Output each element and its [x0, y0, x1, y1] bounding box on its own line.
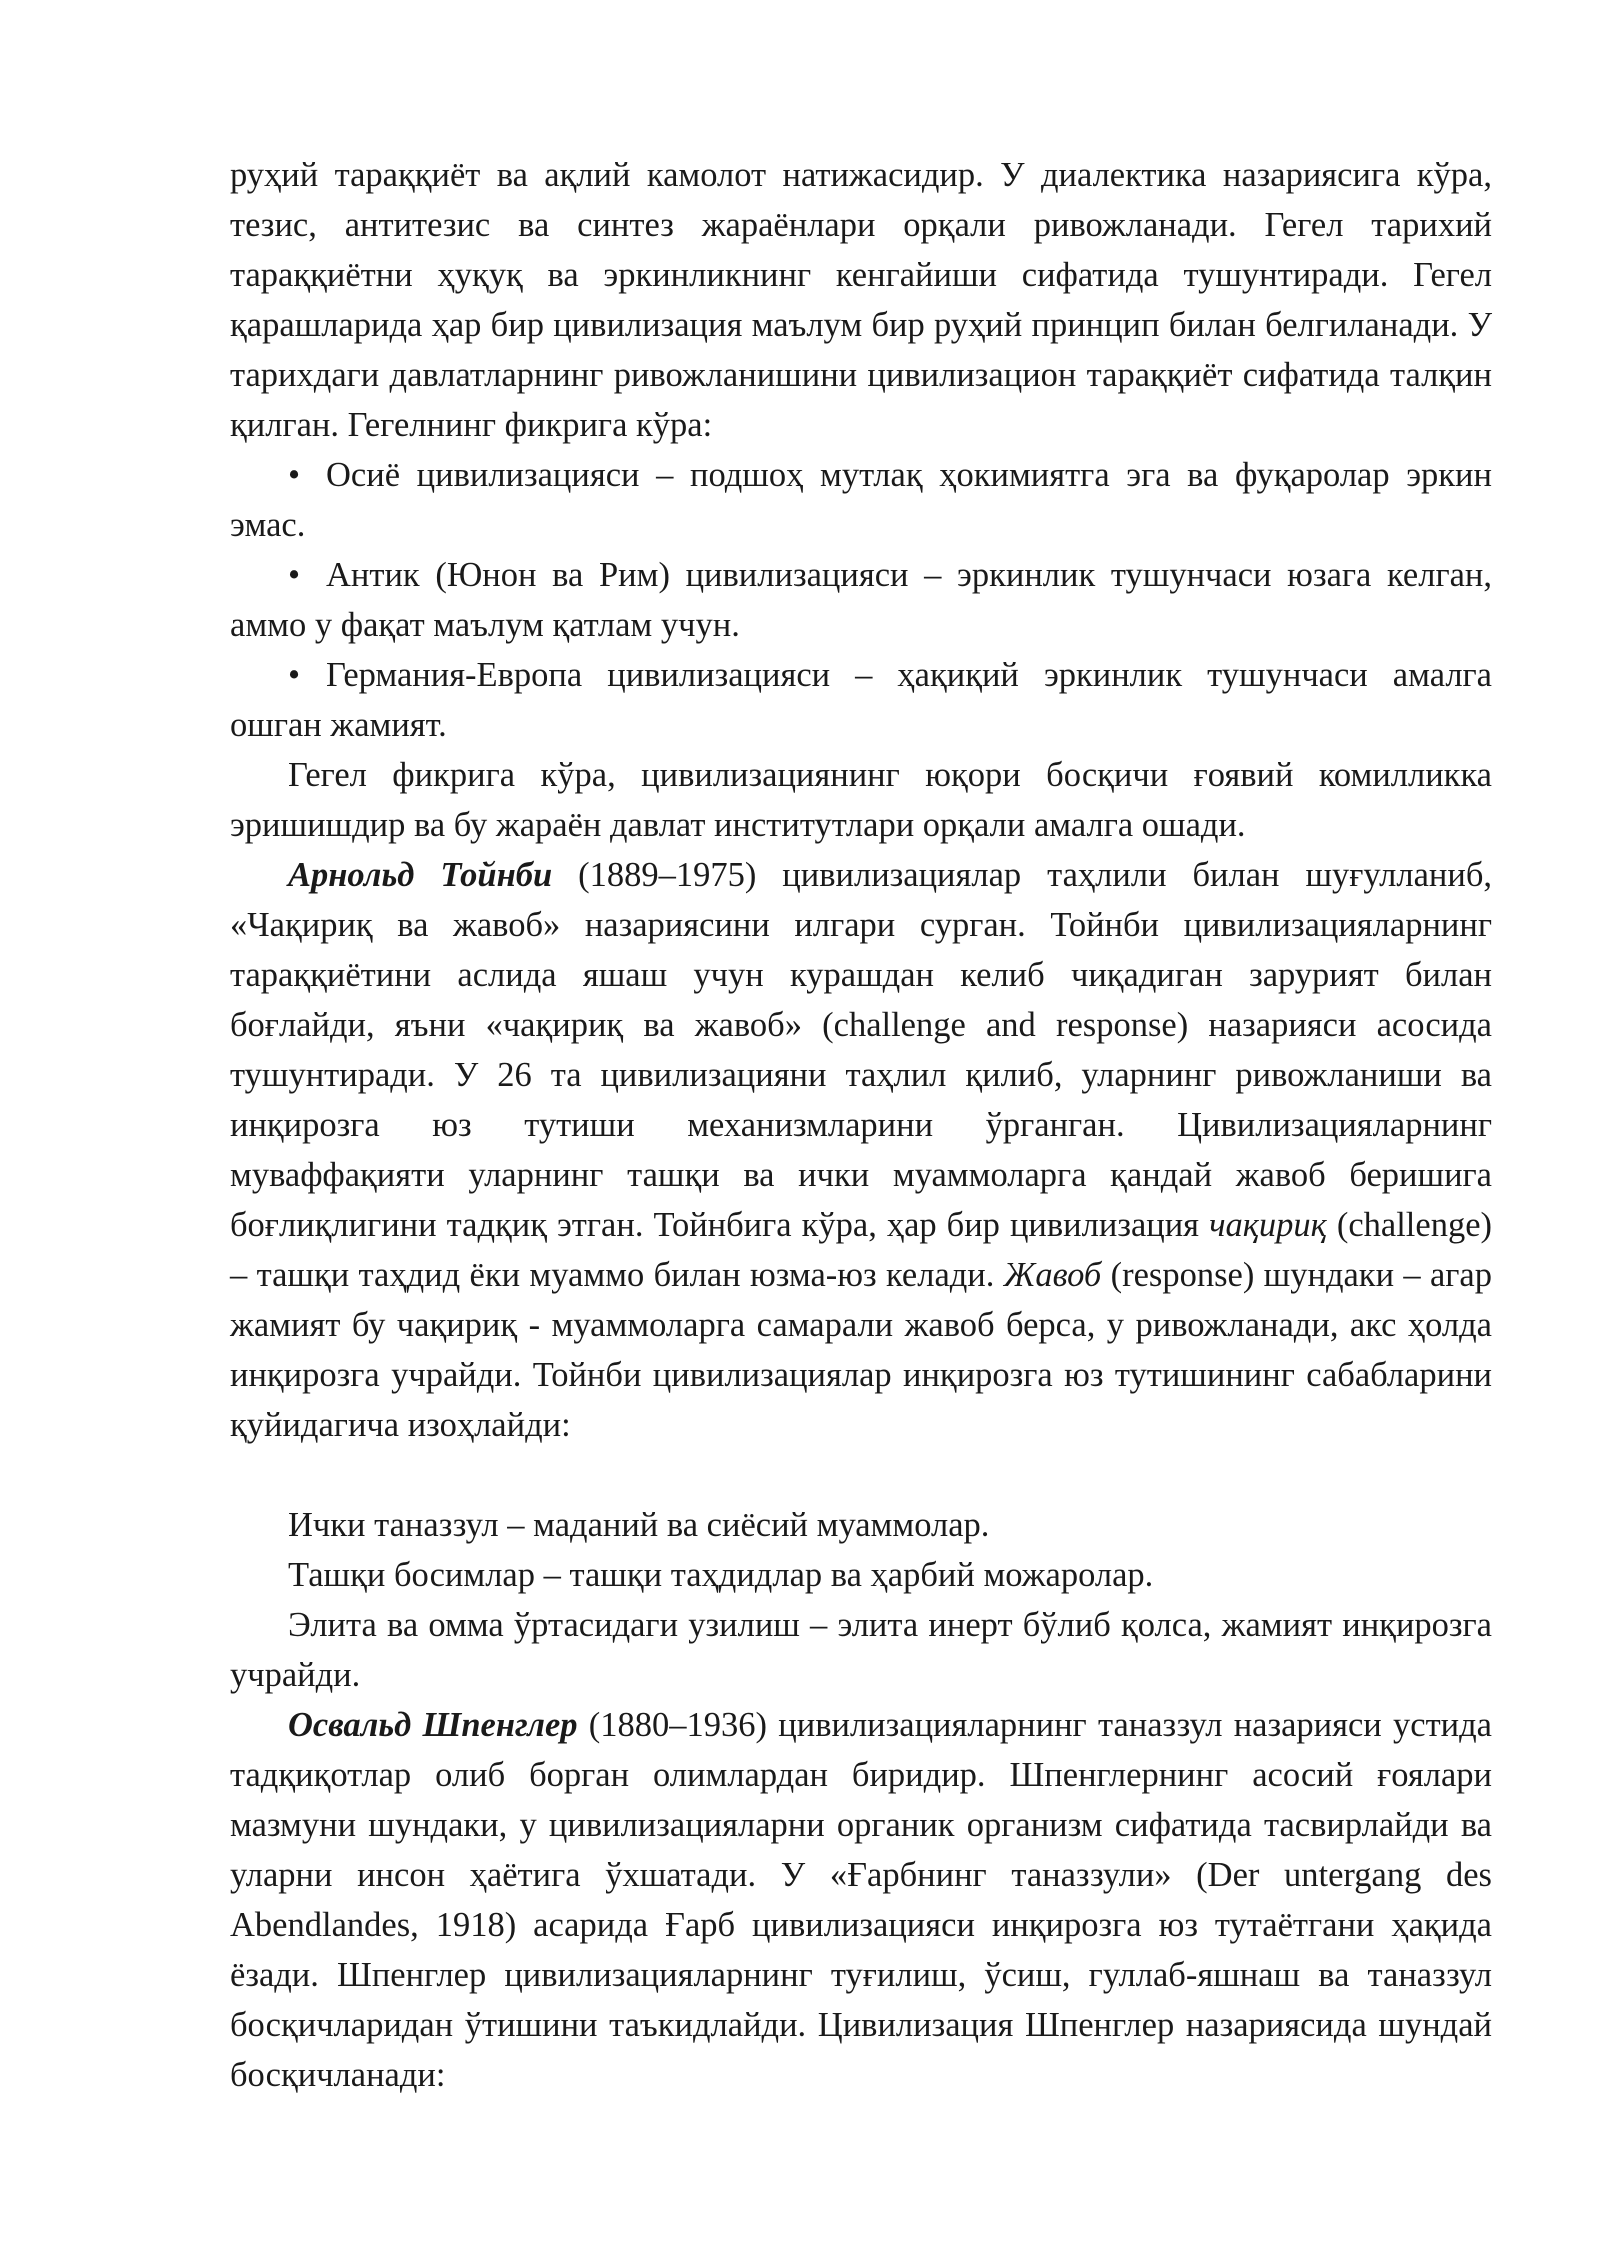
bullet-text: Осиё цивилизацияси – подшоҳ мутлақ ҳокимиятга эга ва фуқаролар эркин эмас.: [230, 456, 1492, 544]
bullet-icon: •: [288, 656, 301, 694]
bullet-text: Антик (Юнон ва Рим) цивилизацияси – эркинлик тушунчаси юзага келган, аммо у фақат маълум қатлам учун.: [230, 556, 1492, 644]
paragraph-toynbee: [230, 850, 1492, 1450]
paragraph-hegel-conclusion: Гегел фикрига кўра, цивилизациянинг юқори босқичи ғоявий комилликка эришишдир ва бу жараён давлат институтлари орқали амалга ошади.: [230, 756, 1492, 844]
toynbee-text-3: (response) шундаки – агар жамият бу чақириқ - муаммоларга самарали жавоб берса, у ривожланади, акс ҳолда инқирозга учрайди. Тойнби цивилизациялар инқирозга юз тутишининг сабабларини қуйидагича изоҳлайди:: [230, 1256, 1493, 1444]
blank-line: [230, 1450, 1492, 1500]
paragraph-spengler: [230, 1700, 1492, 2100]
spengler-text: (1880–1936) цивилизацияларнинг таназзул назарияси устида тадқиқотлар олиб борган олимлардан биридир. Шпенглернинг асосий ғоялари мазмуни шундаки, у цивилизацияларни органик организм сифатида тасвирлайди ва уларни инсон ҳаётига ўхшатади. У «Ғарбнинг таназзули» (Der untergang des Abendlandes, 1918) асарида Ғарб цивилизацияси инқирозга юз тутаётгани ҳақида ёзади. Шпенглер цивилизацияларнинг туғилиш, ўсиш, гуллаб-яшнаш ва таназзул босқичларидан ўтишини таъкидлайди. Цивилизация Шпенглер назариясида шундай босқичланади:: [230, 1706, 1492, 2094]
reason-elite-gap: Элита ва омма ўртасидаги узилиш – элита инерт бўлиб қолса, жамият инқирозга учрайди.: [230, 1606, 1492, 1694]
bullet-icon: •: [288, 456, 301, 494]
bullet-item-germany-europe: [230, 650, 1492, 750]
term-response: Жавоб: [1003, 1256, 1102, 1294]
toynbee-text-2: (challenge) – ташқи таҳдид ёки муаммо билан юзма-юз келади.: [230, 1206, 1492, 1294]
author-name-spengler: Освальд Шпенглер: [288, 1706, 578, 1744]
bullet-item-antique: [230, 550, 1492, 650]
term-challenge: чақириқ: [1209, 1206, 1327, 1244]
reason-external-pressure: Ташқи босимлар – ташқи таҳдидлар ва ҳарбий можаролар.: [288, 1556, 1154, 1594]
paragraph-hegel: руҳий тараққиёт ва ақлий камолот натижасидир. У диалектика назариясига кўра, тезис, антитезис ва синтез жараёнлари орқали ривожланади. Гегел тарихий тараққиётни ҳуқуқ ва эркинликнинг кенгайиши сифатида тушунтиради. Гегел қарашларида ҳар бир цивилизация маълум бир руҳий принцип билан белгиланади. У тарихдаги давлатларнинг ривожланишини цивилизацион тараққиёт сифатида талқин қилган. Гегелнинг фикрига кўра:: [230, 156, 1492, 444]
toynbee-text-1: (1889–1975) цивилизациялар таҳлили билан шуғулланиб, «Чақириқ ва жавоб» назариясини илгари сурган. Тойнби цивилизацияларнинг тараққиётини аслида яшаш учун курашдан келиб чиқадиган зарурият билан боғлайди, яъни «чақириқ ва жавоб» (challenge and response) назарияси асосида тушунтиради. У 26 та цивилизацияни таҳлил қилиб, уларнинг ривожланиши ва инқирозга юз тутиши механизмларини ўрганган. Цивилизацияларнинг муваффақияти уларнинг ташқи ва ички муаммоларга қандай жавоб беришига боғлиқлигини тадқиқ этган. Тойнбига кўра, ҳар бир цивилизация: [230, 856, 1493, 1244]
bullet-item-asia: [230, 450, 1492, 550]
bullet-text: Германия-Европа цивилизацияси – ҳақиқий эркинлик тушунчаси амалга ошган жамият.: [230, 656, 1492, 744]
reason-internal-decline: Ички таназзул – маданий ва сиёсий муаммолар.: [288, 1506, 990, 1544]
document-page: [230, 150, 1492, 2100]
author-name-toynbee: Арнольд Тойнби: [288, 856, 553, 894]
bullet-icon: •: [288, 556, 301, 594]
